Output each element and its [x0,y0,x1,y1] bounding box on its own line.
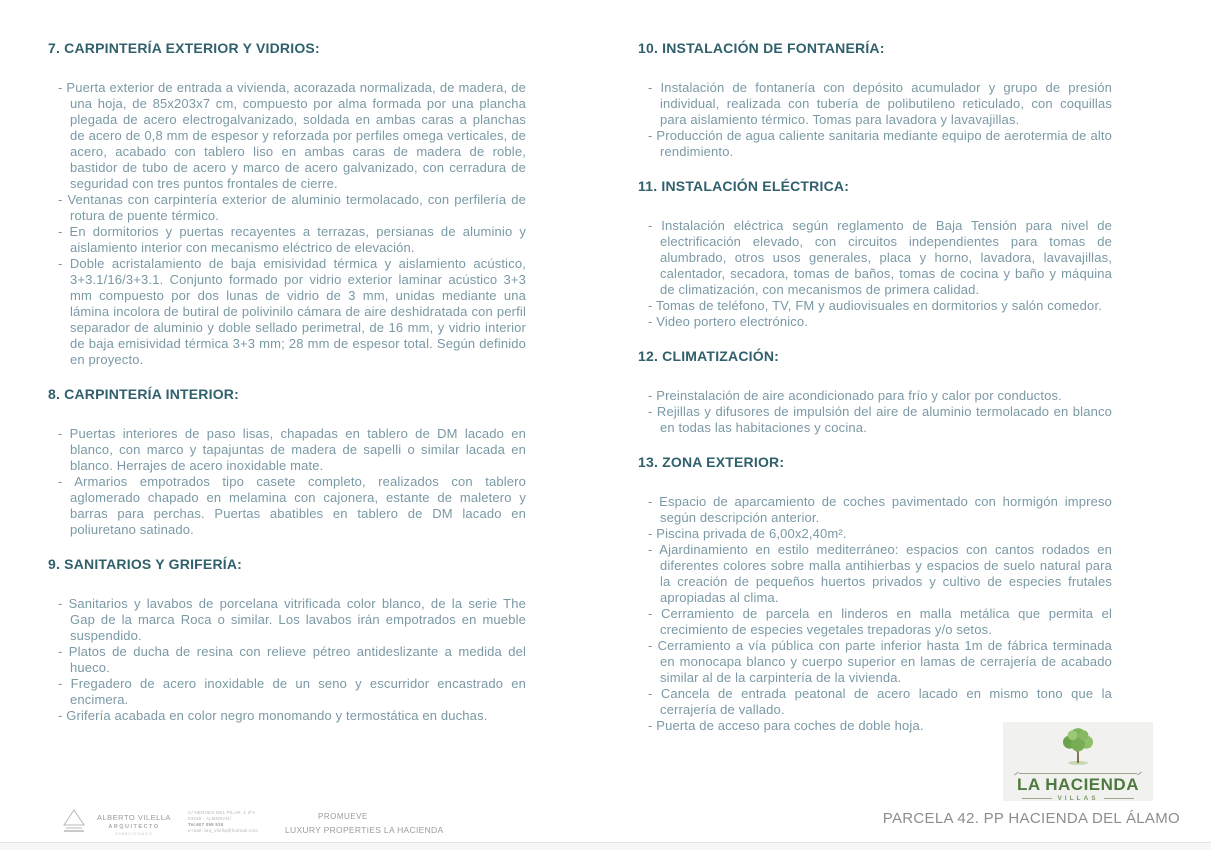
spec-bullet: - Instalación de fontanería con depósito acumulador y grupo de presión individual, realizada con tubería de polibutileno reticulado, con coquillas para aislamiento térmico. Tomas para lavadora y lavavajillas. [638,80,1112,128]
section-heading: 7. CARPINTERÍA EXTERIOR Y VIDRIOS: [48,40,320,56]
spec-section [638,40,1112,160]
section-heading: 12. CLIMATIZACIÓN: [638,348,780,364]
bottom-page-strip [0,842,1211,850]
logo-villas [1022,795,1134,802]
spec-bullet: - Platos de ducha de resina con relieve pétreo antideslizante a medida del hueco. [48,644,526,676]
promoter-label: PROMUEVE [318,812,368,821]
spec-bullet: - Fregadero de acero inoxidable de un seno y escurridor encastrado en encimera. [48,676,526,708]
spec-bullet: - Puerta exterior de entrada a vivienda, acorazada normalizada, de madera, de una hoja, de 85x203x7 cm, compuesto por alma formada por una plancha plegada de acero electrogalvanizado, soldada en ambas caras a planchas de acero de 0,8 mm de espesor y reforzada por perfiles omega verticales, de acero, acabado con tablero liso en ambas caras de madera de roble, bastidor de tubo de acero y marco de acero galvanizado, con cerradura de seguridad con tres puntos frontales de cierre. [48,80,526,192]
spec-bullet: - Instalación eléctrica según reglamento de Baja Tensión para nivel de electrificación elevado, con circuitos independientes para tomas de alumbrado, otros usos generales, placa y horno, lavadora, lavavajillas, calentador, secadora, tomas de baños, tomas de cocina y baño y máquina de climatización, con mecanismos de primera calidad. [638,218,1112,298]
architect-role: ARQUITECTO [108,824,160,830]
section-heading: 13. ZONA EXTERIOR: [638,454,785,470]
la-hacienda-logo [1003,722,1153,801]
architect-block [97,813,171,836]
spec-bullet: - Tomas de teléfono, TV, FM y audiovisuales en dormitorios y salón comedor. [638,298,1112,314]
spec-section [638,454,1112,734]
bullet-list [48,596,526,724]
spec-bullet: - Cerramiento a vía pública con parte inferior hasta 1m de fábrica terminada en monocapa blanco y cuerpo superior en lamas de cerrajería de acabado similar al de la carpintería de la vivienda. [638,638,1112,686]
bullet-list [638,494,1112,734]
spec-bullet: - Video portero electrónico. [638,314,1112,330]
spec-column-left [48,40,526,742]
spec-bullet: - Preinstalación de aire acondicionado para frío y calor por conductos. [638,388,1112,404]
architect-registration: 09851/COACV [115,831,153,836]
spec-bullet: - Sanitarios y lavabos de porcelana vitrificada color blanco, de la serie The Gap de la marca Roca o similar. Los lavabos irán empotrados en mueble suspendido. [48,596,526,644]
logo-villas-label: VILLAS [1057,795,1099,802]
spec-section [48,556,526,724]
spec-bullet: - Doble acristalamiento de baja emisividad térmica y aislamiento acústico, 3+3.1/16/3+3.1. Conjunto formado por vidrio exterior laminar acústico 3+3 mm compuesto por dos lunas de vidrio de 3 mm, unidas mediante una lámina incolora de butiral de polivinilo cámara de aire deshidratada con perfil separador de aluminio y doble sellado perimetral, de 16 mm, y vidrio interior de baja emisividad térmica 3+3 mm; 28 mm de espesor total. Según definido en proyecto. [48,256,526,368]
contact-line: 03160 - ALMORADÍ [188,816,231,821]
spec-bullet: - Puerta de acceso para coches de doble hoja. [638,718,1112,734]
parcel-reference: PARCELA 42. PP HACIENDA DEL ÁLAMO [882,810,1180,827]
spec-section [638,178,1112,330]
spec-column-right [638,40,1112,752]
bullet-list [638,218,1112,330]
spec-bullet: - Rejillas y difusores de impulsión del aire de aluminio termolacado en blanco en todas las habitaciones y cocina. [638,404,1112,436]
spec-bullet: - En dormitorios y puertas recayentes a terrazas, persianas de aluminio y aislamiento interior con mecanismo eléctrico de elevación. [48,224,526,256]
contact-line: C/ HEROES DEL PILAR, 1 3ºA [188,810,256,815]
logo-top-rule [1014,773,1142,774]
bullet-list [638,80,1112,160]
logo-wordmark: LA HACIENDA [1017,775,1139,794]
spec-bullet: - Ajardinamiento en estilo mediterráneo: espacios con cantos rodados en diferentes colores sobre malla antihierbas y espacios de suelo natural para la creación de pequeños huertos privados y cultivo de especies frutales apropiadas al clima. [638,542,1112,606]
bullet-list [638,388,1112,436]
promoter-name: LUXURY PROPERTIES LA HACIENDA [285,825,444,835]
bullet-list [48,80,526,368]
spec-bullet: - Producción de agua caliente sanitaria mediante equipo de aerotermia de alto rendimiento. [638,128,1112,160]
promoter-block [240,812,444,835]
architect-name: ALBERTO VILELLA [97,813,171,822]
spec-bullet: - Armarios empotrados tipo casete completo, realizados con tablero aglomerado chapado en melamina con cajonera, estante de maletero y barras para perchas. Puertas abatibles en tablero de DM lacado en poliuretano satinado. [48,474,526,538]
spec-bullet: - Puertas interiores de paso lisas, chapadas en tablero de DM lacado en blanco, con marco y tapajuntas de madera de sapelli o similar lacada en blanco. Herrajes de acero inoxidable mate. [48,426,526,474]
section-heading: 9. SANITARIOS Y GRIFERÍA: [48,556,243,572]
spec-section [48,40,526,368]
spec-bullet: - Cancela de entrada peatonal de acero lacado en mismo tono que la cerrajería de vallado. [638,686,1112,718]
section-heading: 10. INSTALACIÓN DE FONTANERÍA: [638,40,885,56]
spec-bullet: - Piscina privada de 6,00x2,40m². [638,526,1112,542]
spec-section [48,386,526,538]
contact-line: Tel.607 059 519 [188,822,224,827]
spec-section [638,348,1112,436]
spec-bullet: - Ventanas con carpintería exterior de aluminio termolacado, con perfilería de rotura de puente térmico. [48,192,526,224]
spec-bullet: - Espacio de aparcamiento de coches pavimentado con hormigón impreso según descripción anterior. [638,494,1112,526]
spec-bullet: - Grifería acabada en color negro monomando y termostática en duchas. [48,708,526,724]
contact-line: e-mail: arq_vilella@hotmail.com [188,828,259,833]
section-heading: 11. INSTALACIÓN ELÉCTRICA: [638,178,850,194]
section-heading: 8. CARPINTERÍA INTERIOR: [48,386,239,402]
bullet-list [48,426,526,538]
tree-icon [1053,726,1103,771]
spec-bullet: - Cerramiento de parcela en linderos en malla metálica que permita el crecimiento de especies vegetales trepadoras y/o setos. [638,606,1112,638]
architect-logo-icon [58,806,90,843]
